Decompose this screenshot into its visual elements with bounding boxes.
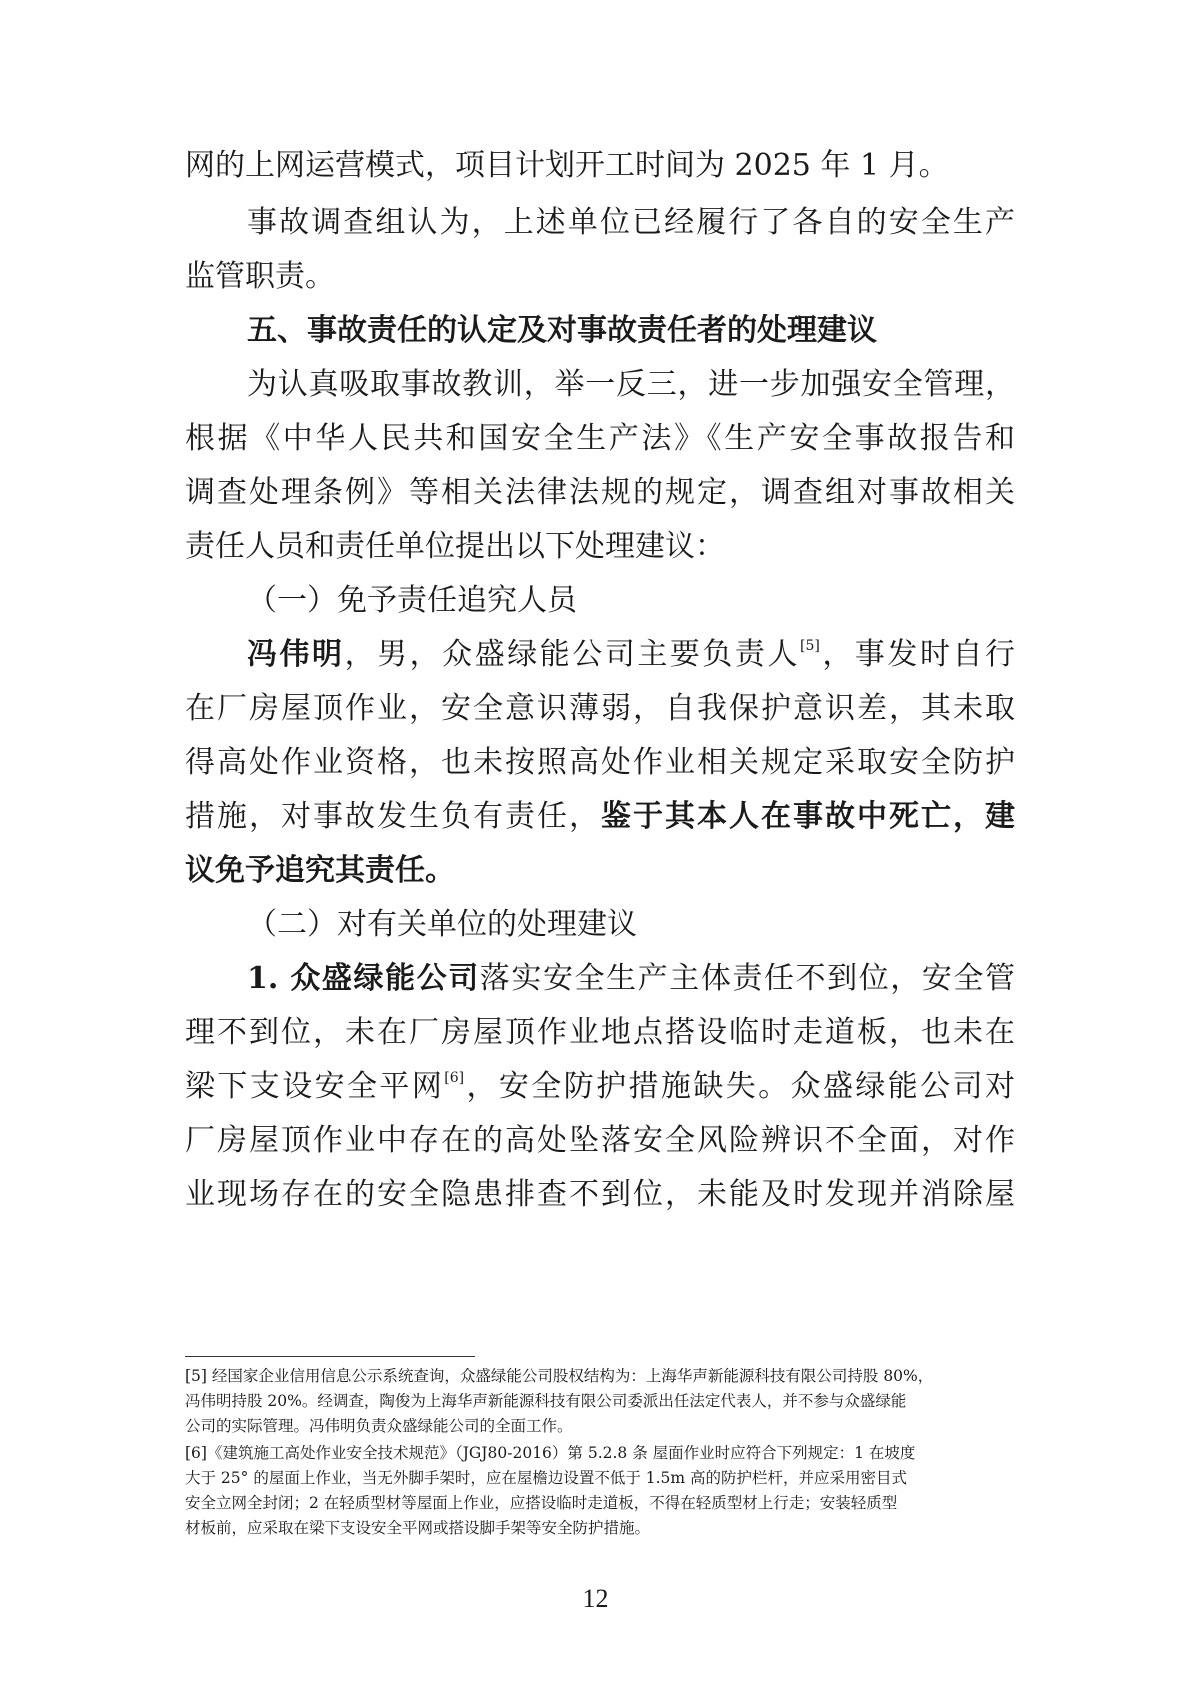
footnote-divider xyxy=(185,1356,475,1357)
paragraph-line xyxy=(247,635,1015,675)
footnote-line: 材板前，应采取在梁下支设安全平网或搭设脚手架等安全防护措施。 xyxy=(185,1519,651,1537)
subsection-heading: （二）对有关单位的处理建议 xyxy=(247,907,637,942)
text-span: ，男，众盛绿能公司主要负责人 xyxy=(344,637,800,672)
paragraph-line: 在厂房屋顶作业，安全意识薄弱，自我保护意识差，其未取 xyxy=(185,691,1015,726)
text-span: 梁下支设安全平网 xyxy=(185,1069,445,1104)
footnote-6 xyxy=(185,1441,1015,1541)
footnote-ref: [6] xyxy=(444,1070,465,1086)
footnote-5 xyxy=(185,1364,1015,1439)
paragraph-line xyxy=(185,797,1015,837)
subsection-heading: （一）免予责任追究人员 xyxy=(247,583,577,618)
text-span: 落实安全生产主体责任不到位，安全管 xyxy=(479,961,1016,996)
paragraph-line: 业现场存在的安全隐患排查不到位，未能及时发现并消除屋 xyxy=(185,1177,1015,1212)
paragraph-line: 议免予追究其责任。 xyxy=(185,853,455,888)
paragraph-line: 调查处理条例》等相关法律法规的规定，调查组对事故相关 xyxy=(185,475,1015,510)
page-number: 12 xyxy=(582,1584,609,1613)
paragraph-line: 责任人员和责任单位提出以下处理建议： xyxy=(185,529,725,564)
item-lead: 1. 众盛绿能公司 xyxy=(247,961,480,996)
footnote-line: [6]《建筑施工高处作业安全技术规范》（JGJ80-2016）第 5.2.8 条 屋面作业时应符合下列规定：1 在坡度 xyxy=(185,1444,916,1462)
paragraph-line: 根据《中华人民共和国安全生产法》《生产安全事故报告和 xyxy=(185,421,1015,456)
paragraph-line: 理不到位，未在厂房屋顶作业地点搭设临时走道板，也未在 xyxy=(185,1015,1015,1050)
footnote-line: 安全立网全封闭；2 在轻质型材等屋面上作业，应搭设临时走道板，不得在轻质型材上行走；安装轻质型 xyxy=(185,1494,898,1512)
person-name: 冯伟明 xyxy=(247,637,345,672)
text-span: ，安全防护措施缺失。众盛绿能公司对 xyxy=(464,1069,1015,1104)
footnote-ref: [5] xyxy=(800,638,820,654)
footnote-line: 冯伟明持股 20%。经调查，陶俊为上海华声新能源科技有限公司委派出任法定代表人，并不参与众盛绿能 xyxy=(185,1392,907,1410)
paragraph-line: 事故调查组认为，上述单位已经履行了各自的安全生产 xyxy=(247,205,1015,240)
text-span: ，事发时自行 xyxy=(819,637,1016,672)
text-span: 措施，对事故发生负有责任， xyxy=(185,799,601,834)
paragraph-line: 得高处作业资格，也未按照高处作业相关规定采取安全防护 xyxy=(185,745,1015,780)
paragraph-line: 为认真吸取事故教训，举一反三，进一步加强安全管理， xyxy=(247,367,1015,402)
paragraph-line: 厂房屋顶作业中存在的高处坠落安全风险辨识不全面，对作 xyxy=(185,1123,1015,1158)
footnote-line: 大于 25° 的屋面上作业，当无外脚手架时，应在屋檐边设置不低于 1.5m 高的防护栏杆，并应采用密目式 xyxy=(185,1469,908,1487)
paragraph-line xyxy=(185,1067,1015,1107)
paragraph-line: 监管职责。 xyxy=(185,259,335,294)
paragraph-line xyxy=(247,959,1015,999)
footnote-line: [5] 经国家企业信用信息公示系统查询，众盛绿能公司股权结构为：上海华声新能源科技有限公司持股 80%， xyxy=(185,1367,934,1385)
footnote-line: 公司的实际管理。冯伟明负责众盛绿能公司的全面工作。 xyxy=(185,1417,573,1435)
bold-text: 鉴于其本人在事故中死亡，建 xyxy=(601,799,1015,834)
section-heading: 五、事故责任的认定及对事故责任者的处理建议 xyxy=(247,313,877,348)
paragraph-line: 网的上网运营模式，项目计划开工时间为 2025 年 1 月。 xyxy=(185,148,949,183)
